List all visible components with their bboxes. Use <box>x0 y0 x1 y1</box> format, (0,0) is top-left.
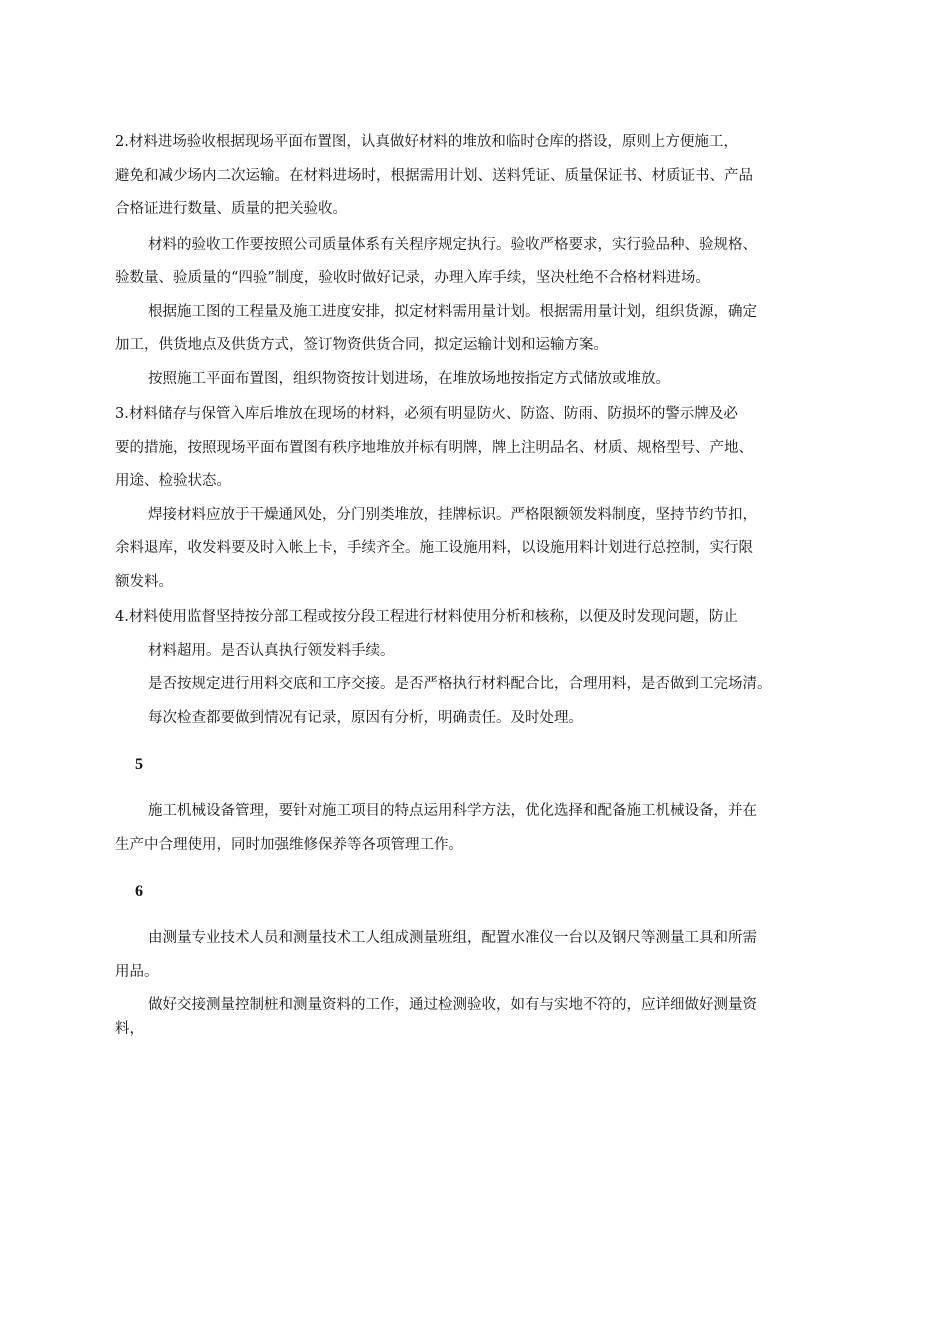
paragraph <box>115 993 835 1041</box>
list-item-2 <box>115 126 835 227</box>
text-line: 按照施工平面布置图，组织物资按计划进场，在堆放场地按指定方式储放或堆放。 <box>148 370 670 387</box>
text-line: 每次检查都要做到情况有记录，原因有分析，明确责任。及时处理。 <box>148 709 583 726</box>
paragraph <box>115 499 835 600</box>
text-line: 材料使用监督坚持按分部工程或按分段工程进行材料使用分析和核称，以便及时发现问题，防止 <box>128 609 738 625</box>
paragraph <box>115 795 835 862</box>
text-line: 施工机械设备管理，要针对施工项目的特点运用科学方法，优化选择和配备施工机械设备，并在 <box>148 803 757 819</box>
text-line: 根据施工图的工程量及施工进度安排，拟定材料需用量计划。根据需用量计划，组织货源，确定 <box>148 303 757 320</box>
text-line: 要的措施，按照现场平面布置图有秩序地堆放并标有明牌，牌上注明品名、材质、规格型号、产地、 <box>115 439 753 456</box>
text-line: 做好交接测量控制桩和测量资料的工作，通过检测验收，如有与实地不符的，应详细做好测量资 <box>148 997 757 1013</box>
text-line: 额发料。 <box>115 573 173 590</box>
text-line: 用品。 <box>115 963 159 980</box>
section-heading-6: 6 <box>135 883 143 900</box>
paragraph <box>115 229 835 296</box>
item-number: 4. <box>115 609 129 625</box>
document-body <box>115 126 835 1041</box>
paragraph <box>115 922 835 989</box>
text-line: 用途、检验状态。 <box>115 473 231 489</box>
text-line: 材料储存与保管入库后堆放在现场的材料，必须有明显防火、防盗、防雨、防损坏的警示牌及必 <box>128 406 738 422</box>
text-line: 避免和减少场内二次运输。在材料进场时，根据需用计划、送料凭证、质量保证书、材质证书、产品 <box>115 167 753 184</box>
text-line: 材料进场验收根据现场平面布置图，认真做好材料的堆放和临时仓库的搭设，原则上方便施工， <box>128 134 738 150</box>
text-line: 加工，供货地点及供货方式，签订物资供货合同，拟定运输计划和运输方案。 <box>115 337 608 353</box>
item-number: 3. <box>115 406 129 422</box>
text-line: 焊接材料应放于干燥通风处，分门别类堆放，挂牌标识。严格限额领发料制度，坚持节约节扣， <box>148 506 757 523</box>
text-line: 材料的验收工作要按照公司质量体系有关程序规定执行。验收严格要求，实行验品种、验规格、 <box>148 236 757 253</box>
text-line: 合格证进行数量、质量的把关验收。 <box>115 201 347 217</box>
text-line: 验数量、验质量的“四验”制度，验收时做好记录，办理入库手续，坚决杜绝不合格材料进场。 <box>115 270 710 286</box>
paragraph <box>115 363 835 397</box>
text-line: 是否按规定进行用料交底和工序交接。是否严格执行材料配合比，合理用料，是否做到工完场清。 <box>148 676 772 692</box>
list-item-3 <box>115 398 835 499</box>
text-line: 材料超用。是否认真执行领发料手续。 <box>148 642 395 659</box>
text-line: 生产中合理使用，同时加强维修保养等各项管理工作。 <box>115 836 463 853</box>
text-line: 料， <box>115 1021 144 1037</box>
paragraph <box>115 296 835 363</box>
text-line: 由测量专业技术人员和测量技术工人组成测量班组，配置水准仪一台以及钢尺等测量工具和所需 <box>148 930 757 946</box>
section-heading-5: 5 <box>135 756 143 773</box>
text-line: 余料退库，收发料要及时入帐上卡，手续齐全。施工设施用料，以设施用料计划进行总控制，实行限 <box>115 540 753 556</box>
item-number: 2. <box>115 134 129 150</box>
list-item-4 <box>115 601 835 735</box>
